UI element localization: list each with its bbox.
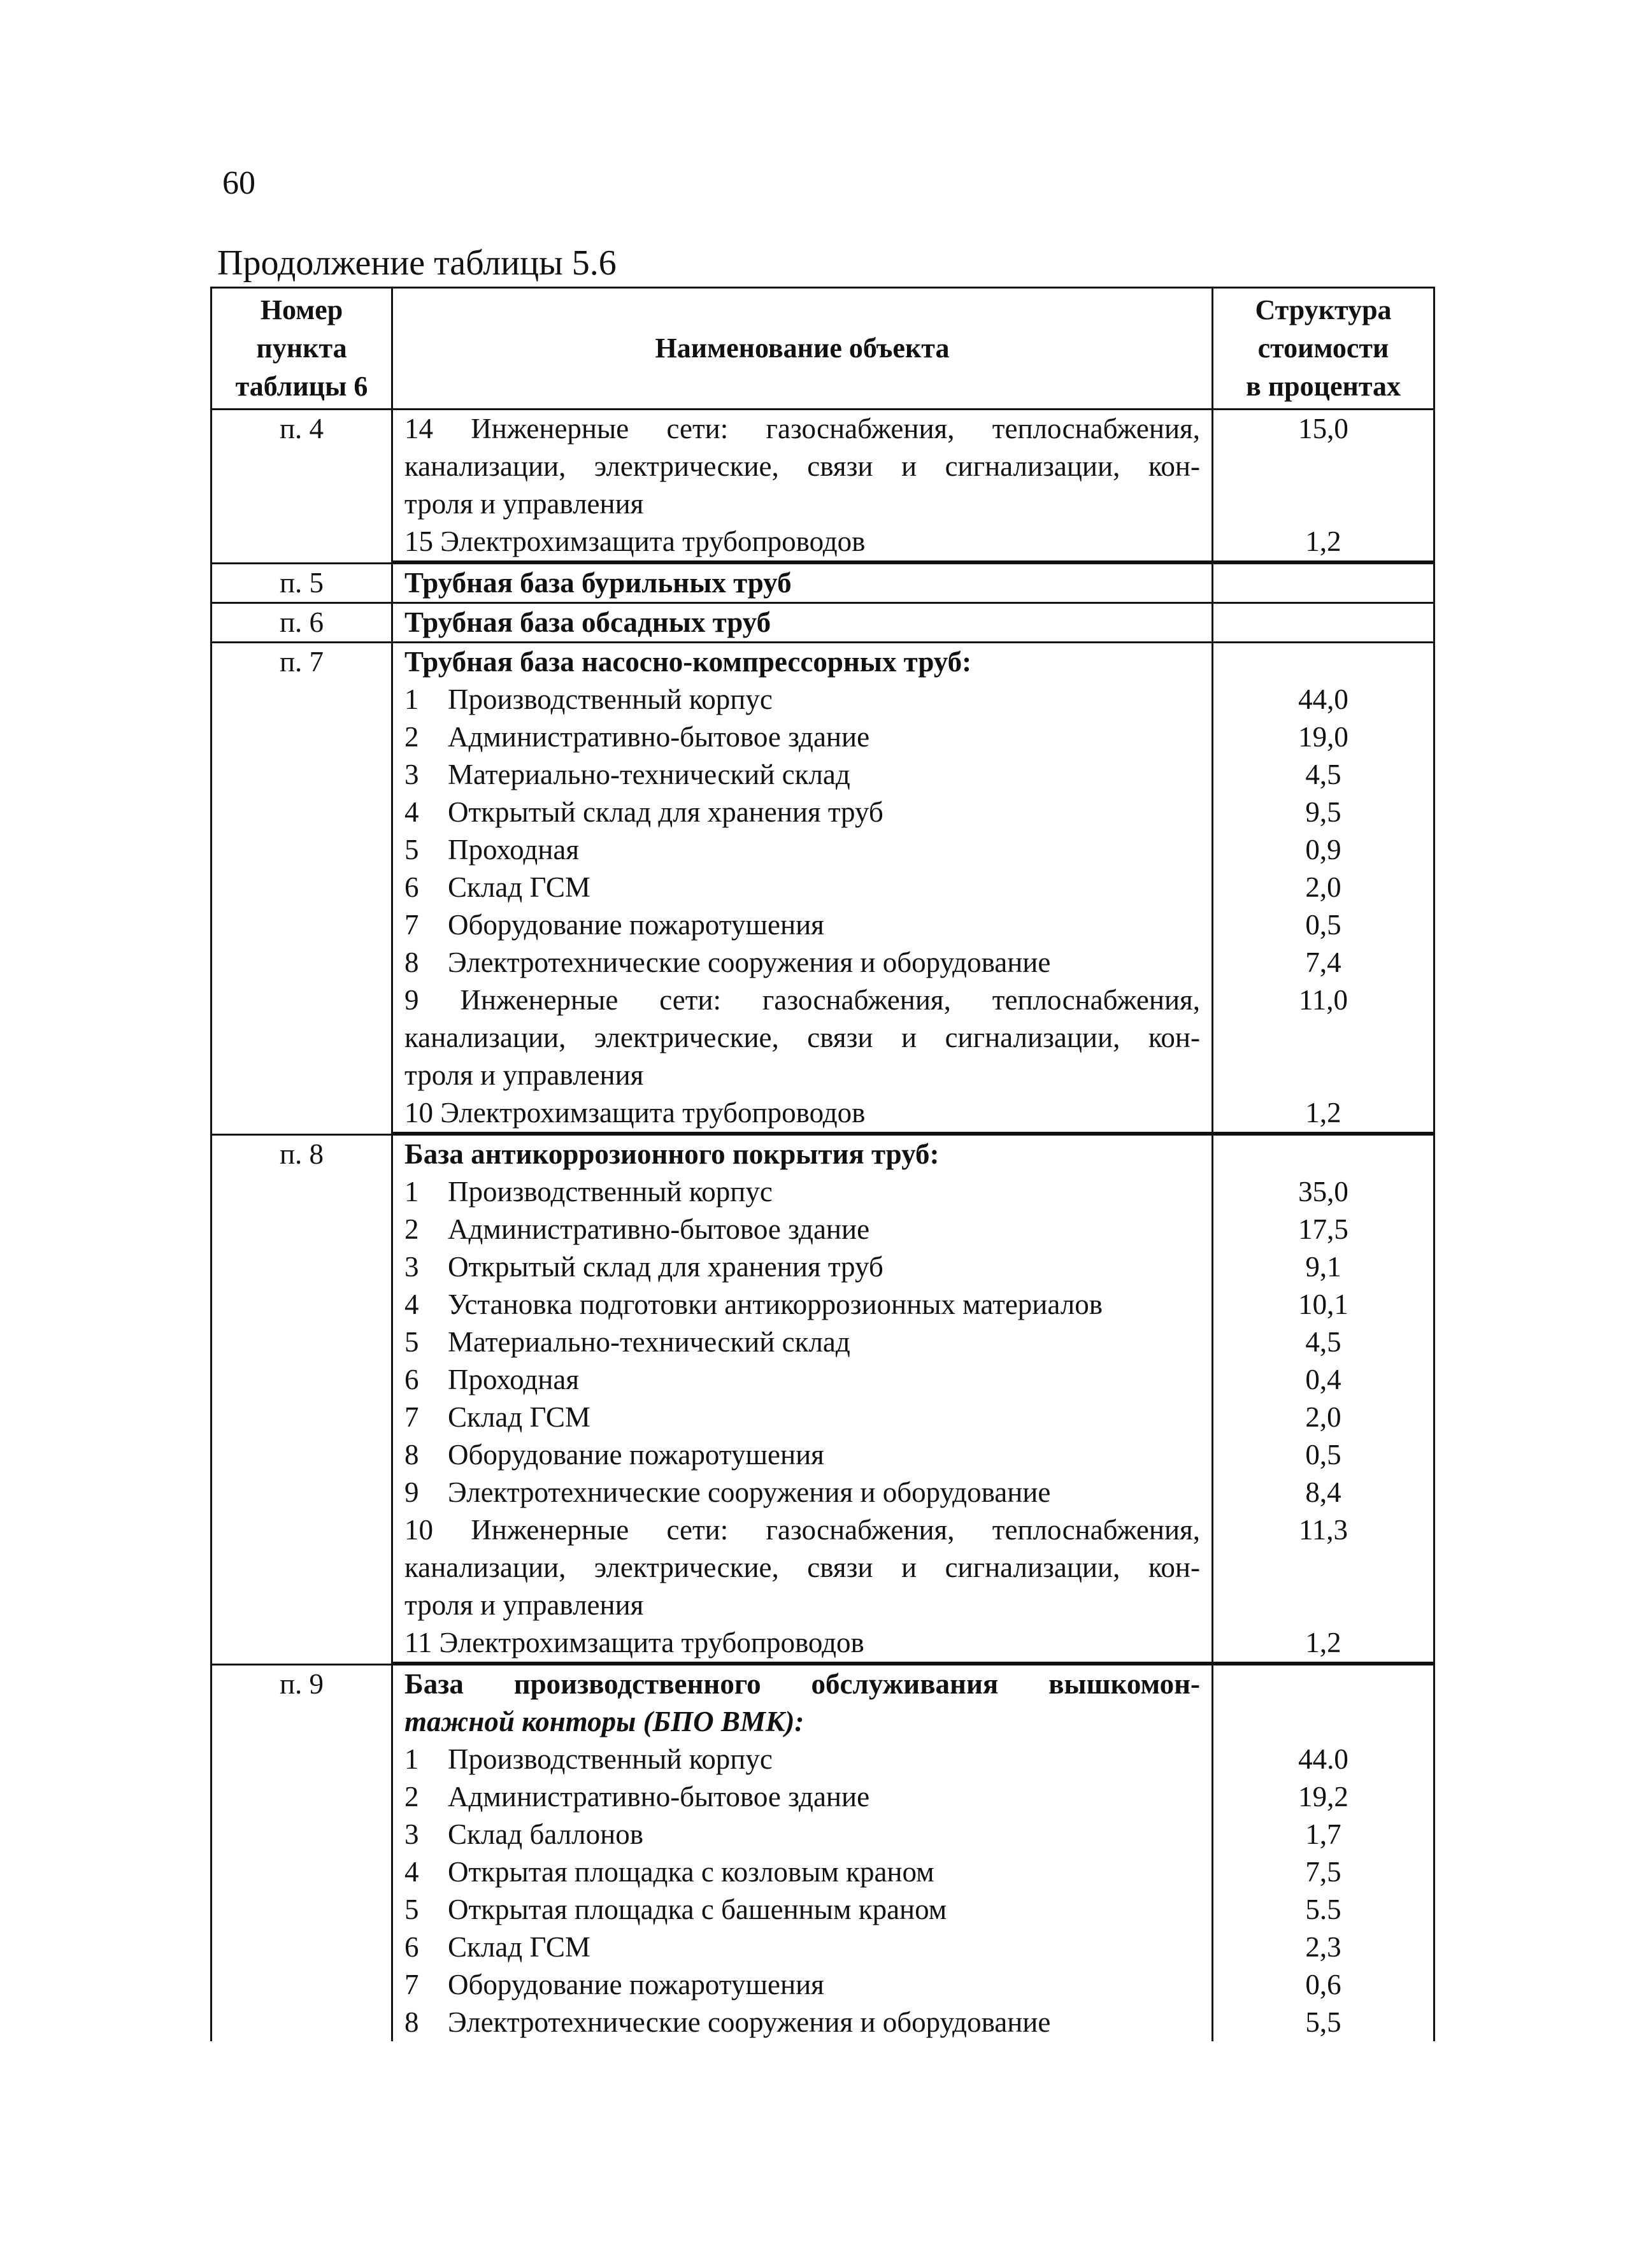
object-line: 9 Инженерные сети: газоснабжения, теплоснабжения, <box>404 984 1200 1016</box>
cost-value: 0,5 <box>1305 909 1341 941</box>
item-index: 4 <box>404 1288 419 1320</box>
cost-value <box>1213 1703 1433 1741</box>
cost-value: 15,0 <box>1298 413 1348 445</box>
item-label: Склад ГСМ <box>448 1401 590 1433</box>
header-line: Структура <box>1255 294 1392 325</box>
cost-value: 4,5 <box>1305 759 1341 790</box>
table-row <box>211 643 1434 1135</box>
object-name-cell <box>392 564 1213 603</box>
cost-value: 5.5 <box>1305 1894 1341 1925</box>
cost-value: 2,0 <box>1305 1401 1341 1433</box>
cost-value <box>1213 1019 1433 1057</box>
item-index: 6 <box>404 1364 419 1395</box>
object-line: 14 Инженерные сети: газоснабжения, теплоснабжения, <box>404 413 1200 445</box>
table-header-row <box>211 288 1434 410</box>
section-heading: База антикоррозионного покрытия труб: <box>404 1138 940 1170</box>
object-line <box>404 794 1200 831</box>
header-line: Номер <box>260 294 343 325</box>
item-number-cell: п. 4 <box>211 410 392 564</box>
cost-value <box>1213 1136 1433 1173</box>
item-index: 4 <box>404 1856 419 1888</box>
cost-value: 9,5 <box>1305 796 1341 828</box>
cost-value-cell <box>1213 643 1434 1135</box>
item-label: Электротехнические сооружения и оборудование <box>448 2006 1051 2038</box>
cost-value <box>1213 485 1433 523</box>
item-label: Оборудование пожаротушения <box>448 1969 824 2001</box>
cost-value: 8,4 <box>1305 1476 1341 1508</box>
item-index: 7 <box>404 1969 419 2001</box>
object-line <box>404 756 1200 794</box>
item-index: 5 <box>404 834 419 866</box>
object-line: канализации, электрические, связи и сигнализации, кон- <box>404 1551 1200 1583</box>
item-label: Материально-технический склад <box>448 1326 850 1358</box>
header-line: таблицы 6 <box>235 371 368 402</box>
table-row <box>211 603 1434 643</box>
item-number-cell: п. 7 <box>211 643 392 1135</box>
cost-value: 44.0 <box>1298 1743 1348 1775</box>
header-line: стоимости <box>1257 332 1389 364</box>
cost-value <box>1213 1057 1433 1094</box>
item-label: Открытый склад для хранения труб <box>448 1251 883 1283</box>
object-line <box>404 1436 1200 1474</box>
cost-value <box>1213 1549 1433 1587</box>
cost-value: 1,2 <box>1213 523 1433 562</box>
item-label: Открытая площадка с башенным краном <box>448 1894 947 1925</box>
item-label: Оборудование пожаротушения <box>448 909 824 941</box>
cost-value: 19,2 <box>1298 1781 1348 1813</box>
section-heading: тажной конторы (БПО ВМК): <box>404 1706 804 1737</box>
cost-value: 7,4 <box>1305 946 1341 978</box>
item-label: Открытая площадка с козловым краном <box>448 1856 934 1888</box>
cost-value <box>1213 564 1433 602</box>
item-label: Проходная <box>448 1364 580 1395</box>
object-line <box>404 2004 1200 2041</box>
item-index: 1 <box>404 1743 419 1775</box>
item-index: 6 <box>404 871 419 903</box>
item-index: 3 <box>404 1818 419 1850</box>
cost-value: 1,7 <box>1305 1818 1341 1850</box>
item-label: Производственный корпус <box>448 683 773 715</box>
object-line: канализации, электрические, связи и сигнализации, кон- <box>404 450 1200 482</box>
item-label: Установка подготовки антикоррозионных материалов <box>448 1288 1103 1320</box>
object-line: канализации, электрические, связи и сигнализации, кон- <box>404 1022 1200 1053</box>
header-line: пункта <box>256 332 347 364</box>
object-line <box>404 681 1200 718</box>
section-heading: Трубная база обсадных труб <box>404 606 771 638</box>
item-label: Административно-бытовое здание <box>448 1781 870 1813</box>
object-line <box>404 1361 1200 1399</box>
header-object-name <box>392 288 1213 410</box>
object-line <box>404 1323 1200 1361</box>
item-number-cell: п. 9 <box>211 1665 392 2042</box>
object-line: 10 Инженерные сети: газоснабжения, теплоснабжения, <box>404 1514 1200 1546</box>
item-label: Открытый склад для хранения труб <box>448 796 883 828</box>
object-line: троля и управления <box>404 488 644 520</box>
item-index: 5 <box>404 1894 419 1925</box>
item-label: Электротехнические сооружения и оборудование <box>448 946 1051 978</box>
cost-value: 1,2 <box>1213 1624 1433 1664</box>
object-line <box>404 906 1200 944</box>
object-line <box>404 1929 1200 1966</box>
cost-value: 7,5 <box>1305 1856 1341 1888</box>
item-index: 4 <box>404 796 419 828</box>
object-line <box>404 869 1200 906</box>
item-label: Производственный корпус <box>448 1176 773 1208</box>
item-index: 8 <box>404 946 419 978</box>
cost-value: 5,5 <box>1305 2006 1341 2038</box>
item-index: 3 <box>404 759 419 790</box>
object-name-cell <box>392 1135 1213 1665</box>
cost-value: 2,3 <box>1305 1931 1341 1963</box>
object-line <box>404 1778 1200 1816</box>
item-index: 2 <box>404 1213 419 1245</box>
item-label: Электротехнические сооружения и оборудование <box>448 1476 1051 1508</box>
cost-structure-table <box>210 287 1435 2041</box>
item-index: 1 <box>404 1176 419 1208</box>
object-line <box>404 718 1200 756</box>
table-row <box>211 564 1434 603</box>
cost-value: 11,0 <box>1298 984 1348 1016</box>
item-index: 5 <box>404 1326 419 1358</box>
table-row <box>211 1665 1434 2042</box>
object-line <box>404 1286 1200 1323</box>
header-line: в процентах <box>1246 371 1401 402</box>
cost-value: 10,1 <box>1298 1288 1348 1320</box>
item-label: Административно-бытовое здание <box>448 1213 870 1245</box>
item-index: 8 <box>404 1439 419 1471</box>
cost-value: 44,0 <box>1298 683 1348 715</box>
cost-value: 2,0 <box>1305 871 1341 903</box>
cost-value <box>1213 1587 1433 1624</box>
table-row <box>211 1135 1434 1665</box>
cost-value <box>1213 448 1433 485</box>
item-label: Склад ГСМ <box>448 871 590 903</box>
object-line: 15 Электрохимзащита трубопроводов <box>393 523 1212 562</box>
item-label: Производственный корпус <box>448 1743 773 1775</box>
item-index: 2 <box>404 721 419 753</box>
object-line: 11 Электрохимзащита трубопроводов <box>393 1624 1212 1664</box>
item-index: 3 <box>404 1251 419 1283</box>
cost-value: 4,5 <box>1305 1326 1341 1358</box>
cost-value: 19,0 <box>1298 721 1348 753</box>
object-line <box>404 1891 1200 1929</box>
item-index: 7 <box>404 909 419 941</box>
cost-value: 0,9 <box>1305 834 1341 866</box>
cost-value-cell <box>1213 603 1434 643</box>
item-index: 6 <box>404 1931 419 1963</box>
object-line <box>404 831 1200 869</box>
cost-value: 0,6 <box>1305 1969 1341 2001</box>
object-line: 10 Электрохимзащита трубопроводов <box>393 1094 1212 1134</box>
object-line <box>404 1741 1200 1778</box>
object-line <box>404 1248 1200 1286</box>
cost-value: 17,5 <box>1298 1213 1348 1245</box>
header-line: Наименование объекта <box>655 332 950 364</box>
object-line <box>404 1399 1200 1436</box>
section-heading: Трубная база насосно-компрессорных труб: <box>404 646 972 678</box>
item-index: 7 <box>404 1401 419 1433</box>
cost-value: 0,4 <box>1305 1364 1341 1395</box>
object-line <box>404 1816 1200 1853</box>
item-label: Проходная <box>448 834 580 866</box>
object-line <box>404 1173 1200 1211</box>
item-index: 8 <box>404 2006 419 2038</box>
cost-value-cell <box>1213 1665 1434 2042</box>
cost-value: 11,3 <box>1298 1514 1348 1546</box>
object-line <box>404 1966 1200 2004</box>
item-number-cell: п. 8 <box>211 1135 392 1665</box>
table-row <box>211 410 1434 564</box>
cost-value: 35,0 <box>1298 1176 1348 1208</box>
item-label: Административно-бытовое здание <box>448 721 870 753</box>
page-number: 60 <box>222 165 255 201</box>
object-name-cell <box>392 410 1213 564</box>
table-caption: Продолжение таблицы 5.6 <box>217 243 617 283</box>
item-number-cell: п. 5 <box>211 564 392 603</box>
item-label: Склад ГСМ <box>448 1931 590 1963</box>
cost-value-cell <box>1213 564 1434 603</box>
item-index: 9 <box>404 1476 419 1508</box>
item-label: Склад баллонов <box>448 1818 643 1850</box>
header-item-number <box>211 288 392 410</box>
cost-value: 9,1 <box>1305 1251 1341 1283</box>
cost-value-cell <box>1213 410 1434 564</box>
item-label: Оборудование пожаротушения <box>448 1439 824 1471</box>
object-line <box>404 1853 1200 1891</box>
section-heading: Трубная база бурильных труб <box>404 567 792 599</box>
object-name-cell <box>392 643 1213 1135</box>
object-line: троля и управления <box>404 1059 644 1091</box>
object-line <box>404 1211 1200 1248</box>
cost-value <box>1213 604 1433 641</box>
cost-value <box>1213 1665 1433 1703</box>
item-label: Материально-технический склад <box>448 759 850 790</box>
cost-value: 0,5 <box>1305 1439 1341 1471</box>
object-name-cell <box>392 1665 1213 2042</box>
cost-value-cell <box>1213 1135 1434 1665</box>
object-line <box>404 1474 1200 1511</box>
item-index: 1 <box>404 683 419 715</box>
section-heading: База производственного обслуживания вышкомон- <box>404 1668 1200 1700</box>
object-line <box>404 944 1200 981</box>
object-line: троля и управления <box>404 1589 644 1621</box>
cost-value <box>1213 643 1433 681</box>
header-cost-structure <box>1213 288 1434 410</box>
item-index: 2 <box>404 1781 419 1813</box>
cost-value: 1,2 <box>1213 1094 1433 1134</box>
item-number-cell: п. 6 <box>211 603 392 643</box>
object-name-cell <box>392 603 1213 643</box>
